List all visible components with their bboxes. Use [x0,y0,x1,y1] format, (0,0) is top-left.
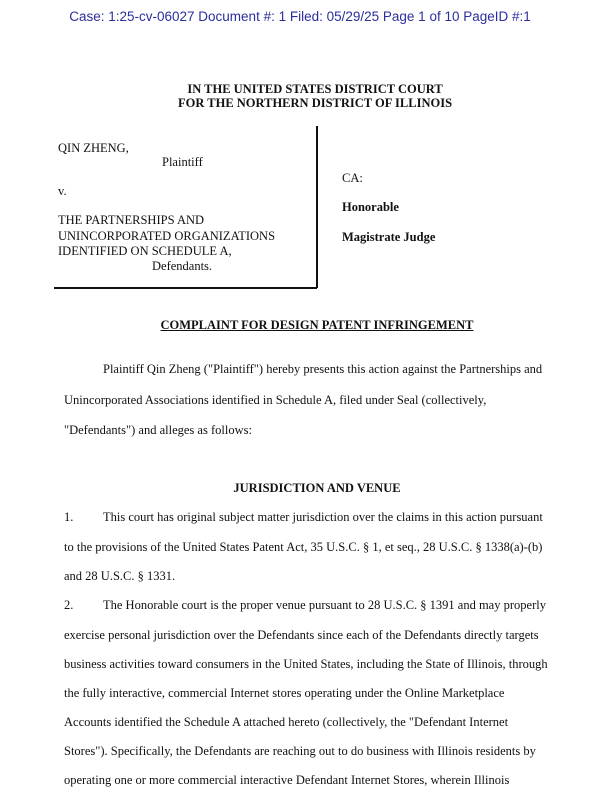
intro-line: Plaintiff Qin Zheng ("Plaintiff") hereby presents this action against the Partnerships and [103,362,543,376]
paragraph-line: exercise personal jurisdiction over the Defendants since each of the Defendants directly targets [64,628,539,642]
case-number-label: CA: [342,171,363,185]
paragraph-line: This court has original subject matter jurisdiction over the claims in this action pursuant [103,510,543,524]
plaintiff-label: Plaintiff [162,155,203,169]
court-name-line-2: FOR THE NORTHERN DISTRICT OF ILLINOIS [177,96,453,110]
caption-vertical-rule [316,126,318,288]
caption-horizontal-rule [54,287,317,289]
paragraph-line: the fully interactive, commercial Internet stores operating under the Online Marketplace [64,686,505,700]
complaint-title: COMPLAINT FOR DESIGN PATENT INFRINGEMENT [160,318,474,332]
paragraph-line: Accounts identified the Schedule A attached hereto (collectively, the "Defendant Internet [64,715,509,729]
judge-honorable: Honorable [342,200,399,214]
intro-line: Unincorporated Associations identified in Schedule A, filed under Seal (collectively, [64,393,487,407]
case-header-stamp: Case: 1:25-cv-06027 Document #: 1 Filed: 05/29/25 Page 1 of 10 PageID #:1 [69,9,531,24]
paragraph-line: Stores"). Specifically, the Defendants are reaching out to do business with Illinois residents by [64,744,536,758]
intro-line: "Defendants") and alleges as follows: [64,423,252,437]
defendant-line: UNINCORPORATED ORGANIZATIONS [58,229,276,243]
paragraph-number: 2. [64,598,74,612]
paragraph-line: The Honorable court is the proper venue pursuant to 28 U.S.C. § 1391 and may properly [103,598,546,612]
paragraph-line: business activities toward consumers in the United States, including the State of Illinois, through [64,657,548,671]
paragraph-number: 1. [64,510,74,524]
magistrate-judge: Magistrate Judge [342,230,436,244]
paragraph-line: and 28 U.S.C. § 1331. [64,569,176,583]
section-heading: JURISDICTION AND VENUE [233,481,401,495]
plaintiff-name: QIN ZHENG, [58,141,129,155]
defendant-label: Defendants. [152,259,213,273]
defendant-line: THE PARTNERSHIPS AND [58,213,205,227]
defendant-line: IDENTIFIED ON SCHEDULE A, [58,244,232,258]
paragraph-line: operating one or more commercial interactive Defendant Internet Stores, wherein Illinois [64,773,510,787]
court-name-line-1: IN THE UNITED STATES DISTRICT COURT [187,82,443,96]
paragraph-line: to the provisions of the United States Patent Act, 35 U.S.C. § 1, et seq., 28 U.S.C. § 1338(a)-(b) [64,540,543,554]
versus: v. [58,184,67,198]
